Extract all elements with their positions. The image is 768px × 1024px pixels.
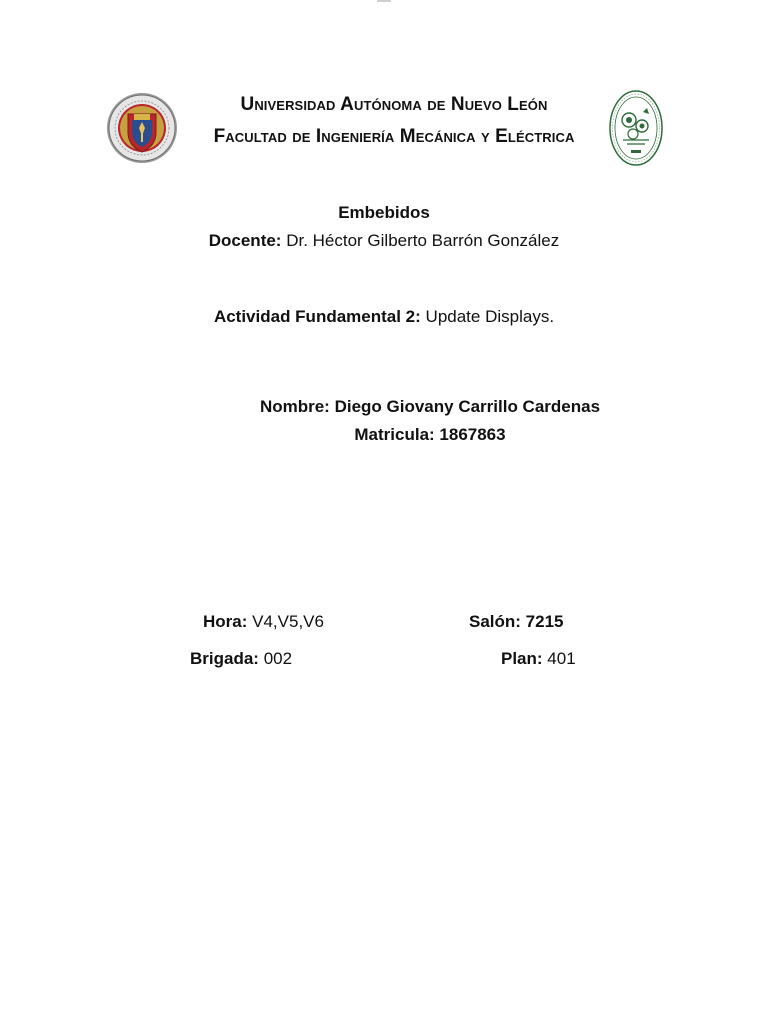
brigada-value: 002 xyxy=(258,649,293,668)
uanl-seal-icon xyxy=(106,92,178,164)
activity-line xyxy=(0,307,768,327)
fime-seal-icon xyxy=(609,90,663,166)
brigada-label: Brigada: xyxy=(190,649,259,668)
salon-label: Salón: xyxy=(469,612,521,631)
brigada-field xyxy=(190,649,292,669)
activity-label: Actividad Fundamental 2: xyxy=(213,307,421,326)
student-id-value: 1867863 xyxy=(434,425,506,444)
course-subject: Embebidos xyxy=(338,203,430,222)
student-name-line xyxy=(230,397,630,417)
salon-value: 7215 xyxy=(520,612,564,631)
hora-label: Hora: xyxy=(203,612,248,631)
faculty-name: Facultad de Ingeniería Mecánica y Eléctrica xyxy=(213,126,575,147)
page-top-mark xyxy=(377,0,391,2)
student-name-label: Nombre: xyxy=(259,397,330,416)
salon-field xyxy=(469,612,564,632)
student-id-label: Matricula: xyxy=(354,425,435,444)
student-name-value: Diego Giovany Carrillo Cardenas xyxy=(329,397,601,416)
teacher-line xyxy=(0,231,768,251)
teacher-label: Docente: xyxy=(208,231,282,250)
activity-value: Update Displays. xyxy=(420,307,555,326)
plan-value: 401 xyxy=(542,649,576,668)
teacher-name: Dr. Héctor Gilberto Barrón González xyxy=(281,231,560,250)
student-id-line xyxy=(230,425,630,445)
hora-value: V4,V5,V6 xyxy=(247,612,324,631)
plan-label: Plan: xyxy=(501,649,543,668)
university-name: Universidad Autónoma de Nuevo León xyxy=(240,94,548,115)
plan-field xyxy=(501,649,576,669)
hora-field xyxy=(203,612,324,632)
